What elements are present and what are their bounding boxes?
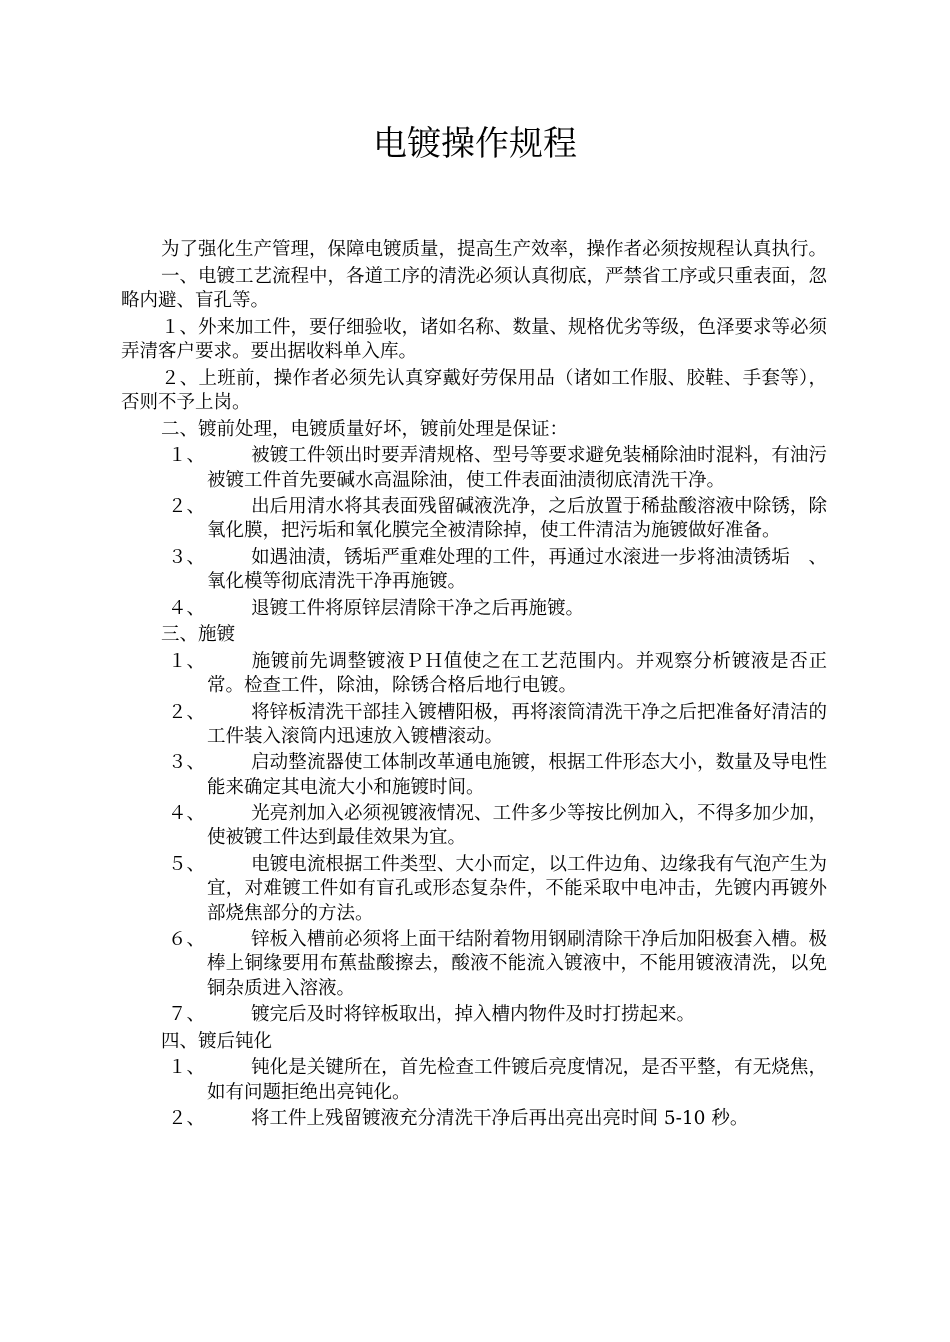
list-item (121, 650, 827, 699)
item-text: 启动整流器使工体制改革通电施镀，根据工件形态大小，数量及导电性能来确定其电流大小和施镀时间。 (207, 752, 827, 798)
section-3-heading: 三、施镀 (161, 624, 236, 646)
section-1-paragraph-2: ２、上班前，操作者必须先认真穿戴好劳保用品（诸如工作服、胶鞋、手套等），否则不予上岗。 (121, 367, 827, 413)
list-item (121, 495, 827, 544)
item-text: 将锌板清洗干部挂入镀槽阳极，再将滚筒清洗干净之后把准备好清洁的工件装入滚筒内迅速放入镀槽滚动。 (207, 701, 827, 747)
item-number: ２、 (168, 1108, 206, 1130)
item-text: 锌板入槽前必须将上面干结附着物用钢刷清除干净后加阳极套入槽。极棒上铜缘要用布蕉盐酸擦去，酸液不能流入镀液中，不能用镀液清洗，以免铜杂质进入溶液。 (207, 929, 827, 999)
list-item (121, 928, 827, 1001)
item-text: 被镀工件领出时要弄清规格、型号等要求避免装桶除油时混料，有油污被镀工件首先要碱水高温除油，使工件表面油渍彻底清洗干净。 (207, 445, 827, 491)
item-number: ６、 (168, 929, 206, 951)
item-text: 出后用清水将其表面残留碱液洗净，之后放置于稀盐酸溶液中除锈，除氧化膜，把污垢和氧化膜完全被清除掉，使工件清洁为施镀做好准备。 (207, 496, 827, 542)
section-1-paragraph-1: １、外来加工件，要仔细验收，诸如名称、数量、规格优劣等级，色泽要求等必须弄清客户要求。要出据收料单入库。 (121, 316, 828, 362)
item-number: ３、 (168, 752, 206, 774)
item-text: 施镀前先调整镀液ＰＨ值使之在工艺范围内。并观察分析镀液是否正常。检查工件，除油，除锈合格后地行电镀。 (207, 650, 827, 697)
list-item (121, 701, 827, 750)
item-number: ５、 (168, 853, 206, 875)
list-item (121, 751, 827, 800)
item-text: 将工件上残留镀液充分清洗干净后再出亮出亮时间 5-10 秒。 (251, 1108, 749, 1130)
item-number: ４、 (168, 803, 206, 825)
item-number: １、 (168, 650, 206, 672)
item-text: 光亮剂加入必须视镀液情况、工件多少等按比例加入，不得多加少加，使被镀工件达到最佳效果为宜。 (207, 803, 827, 849)
list-item (121, 802, 827, 851)
list-item (121, 1107, 827, 1131)
list-item (121, 1056, 827, 1105)
section-4-heading: 四、镀后钝化 (161, 1030, 273, 1052)
item-text: 退镀工件将原锌层清除干净之后再施镀。 (251, 597, 585, 619)
item-text: 电镀电流根据工件类型、大小而定，以工件边角、边缘我有气泡产生为宜，对难镀工件如有盲孔或形态复杂件，不能采取中电冲击，先镀内再镀外部烧焦部分的方法。 (207, 853, 827, 924)
list-item (121, 1003, 827, 1027)
document-body (121, 238, 827, 1134)
section-1-heading: 一、电镀工艺流程中，各道工序的清洗必须认真彻底，严禁省工序或只重表面，忽略内避、盲孔等。 (121, 265, 828, 311)
list-item (121, 853, 827, 926)
list-item (121, 444, 827, 493)
item-text: 钝化是关键所在，首先检查工件镀后亮度情况，是否平整，有无烧焦，如有问题拒绝出亮钝化。 (207, 1057, 827, 1103)
item-text: 如遇油渍，锈垢严重难处理的工件，再通过水滚进一步将油渍锈垢 、氧化模等彻底清洗干净再施镀。 (207, 546, 827, 593)
item-number: １、 (168, 445, 206, 467)
item-number: ７、 (168, 1004, 206, 1026)
page-title: 电镀操作规程 (373, 124, 577, 164)
item-number: ２、 (168, 701, 206, 723)
list-item (121, 597, 827, 621)
item-number: ４、 (168, 597, 206, 619)
list-item (121, 546, 827, 595)
item-number: １、 (168, 1057, 206, 1079)
section-2-heading: 二、镀前处理，电镀质量好坏，镀前处理是保证： (161, 418, 569, 440)
item-number: ３、 (168, 546, 206, 568)
intro-paragraph: 为了强化生产管理，保障电镀质量，提高生产效率，操作者必须按规程认真执行。 (161, 239, 828, 260)
item-number: ２、 (168, 496, 206, 518)
item-text: 镀完后及时将锌板取出，掉入槽内物件及时打捞起来。 (251, 1004, 696, 1026)
